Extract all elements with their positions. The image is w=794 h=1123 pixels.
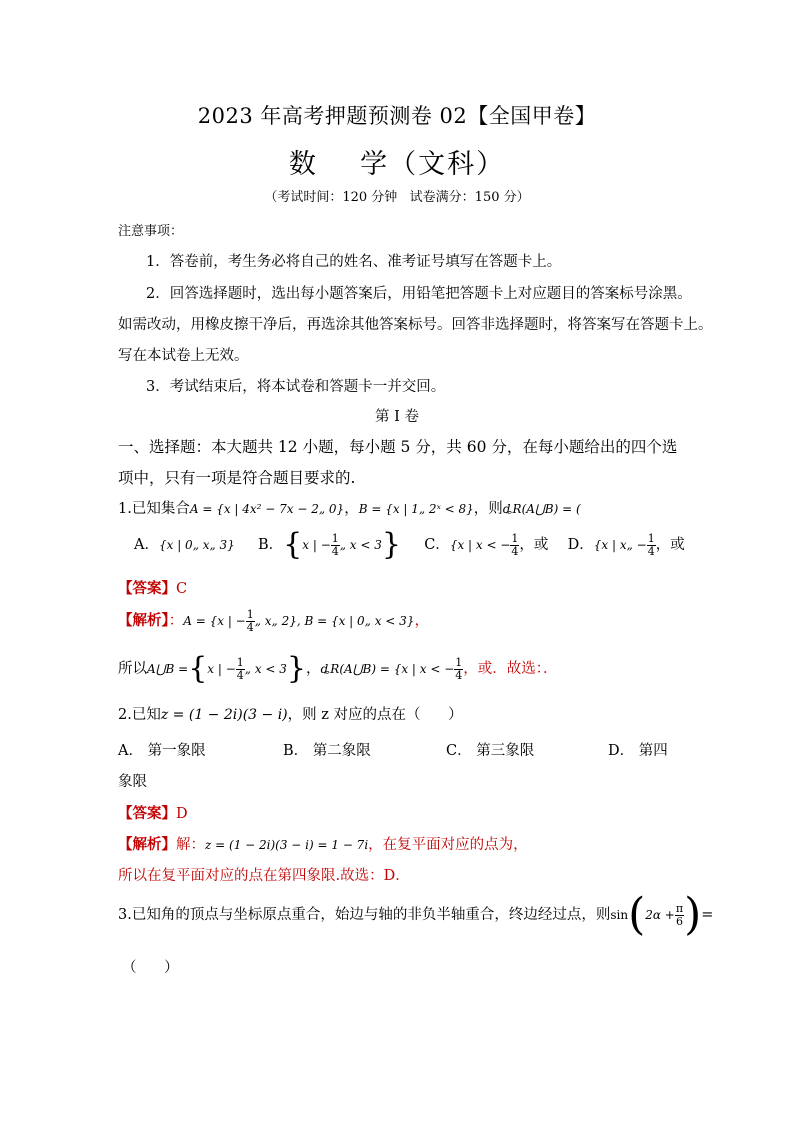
- q1-complement: ȡR(A⋃B) = (: [502, 502, 581, 516]
- q2-answer: 【答案】D: [118, 805, 188, 822]
- q1-stem-suffix: ，则: [473, 501, 503, 517]
- question-1-options: [134, 528, 685, 562]
- question-1-stem: [118, 497, 581, 518]
- volume-heading: 第 I 卷: [375, 409, 419, 425]
- notice-item-2-line-3: 写在本试卷上无效。: [118, 348, 249, 364]
- q1-answer: [118, 577, 187, 598]
- notice-item-2-line-2: 如需改动，用橡皮擦干净后，再选涂其他答案标号。回答非选择题时，将答案写在答题卡上。: [118, 317, 713, 333]
- q2-option-c: C． 第三象限: [446, 743, 535, 759]
- q2-option-b: B． 第二象限: [283, 743, 371, 759]
- section-intro-line-2: 项中，只有一项是符合题目要求的.: [118, 469, 356, 487]
- q1-analysis: 【解析】：A = {x | − $\frac{1}{4}$ „ x„ 2}, B = {x | 0„ x < 3}，: [118, 607, 429, 634]
- q1-answer-label: 【答案】: [118, 580, 176, 597]
- exam-title: 2023 年高考押题预测卷 02【全国甲卷】: [197, 104, 597, 128]
- q1-sep: ，: [344, 501, 359, 517]
- q1-set-b: B = {x | 1„ 2ˣ < 8}: [358, 502, 474, 516]
- q1-analysis-line-2: 所以A⋃B ={x | − $\frac{1}{4}$ „ x < 3}，ȡR(A⋃B) = {x | x < − $\frac{1}{4}$ ，或．故选：．: [118, 651, 558, 686]
- question-2-stem: 2.已知z = (1 − 2i)(3 − i)，则 z 对应的点在（ ）: [118, 707, 463, 723]
- question-3-stem: 3.已知角的顶点与坐标原点重合，始边与轴的非负半轴重合，终边经过点，则sin(2α + $\frac{\pi}{6}$ )=: [118, 889, 714, 940]
- q2-option-a: A． 第一象限: [118, 743, 206, 759]
- exam-info: （考试时间：120 分钟 试卷满分：150 分）: [264, 190, 530, 205]
- notice-item-2-line-1: 2．回答选择题时，选出每小题答案后，用铅笔把答题卡上对应题目的答案标号涂黑。: [146, 286, 692, 302]
- q1-option-b: B．{x | − $\frac{1}{4}$ „ x < 3}: [258, 527, 401, 562]
- q2-option-d-cont: 象限: [118, 774, 147, 790]
- q1-option-c: C．{x | x < − $\frac{1}{4}$ ，或: [424, 531, 549, 558]
- q2-option-d: D． 第四: [608, 743, 668, 759]
- q1-answer-value: C: [176, 581, 188, 597]
- section-intro-line-1: 一、选择题：本大题共 12 小题，每小题 5 分，共 60 分，在每小题给出的四个选: [118, 438, 678, 456]
- notice-heading: 注意事项：: [118, 224, 184, 239]
- q2-expression: z = (1 − 2i)(3 − i): [160, 707, 288, 723]
- q3-answer-paren: （ ）: [122, 960, 179, 976]
- q1-option-a: A．{x | 0„ x„ 3}: [134, 537, 235, 553]
- subject-title: 数 学（文科）: [288, 149, 506, 180]
- q1-set-a: A = {x | 4x² − 7x − 2„ 0}: [189, 502, 345, 516]
- q1-analysis-label: 【解析】: [118, 612, 169, 629]
- notice-item-1: 1．答卷前，考生务必将自己的姓名、准考证号填写在答题卡上。: [146, 254, 562, 270]
- q2-analysis: 【解析】解：z = (1 − 2i)(3 − i) = 1 − 7i，在复平面对应的点为，: [118, 836, 528, 853]
- q1-option-d: D．{x | x„ − $\frac{1}{4}$ ，或: [567, 531, 685, 558]
- q2-analysis-line-2: 所以在复平面对应的点在第四象限.故选：D．: [118, 868, 410, 884]
- q1-stem-prefix: 1.已知集合: [118, 501, 190, 517]
- notice-item-3: 3．考试结束后，将本试卷和答题卡一并交回。: [146, 379, 446, 395]
